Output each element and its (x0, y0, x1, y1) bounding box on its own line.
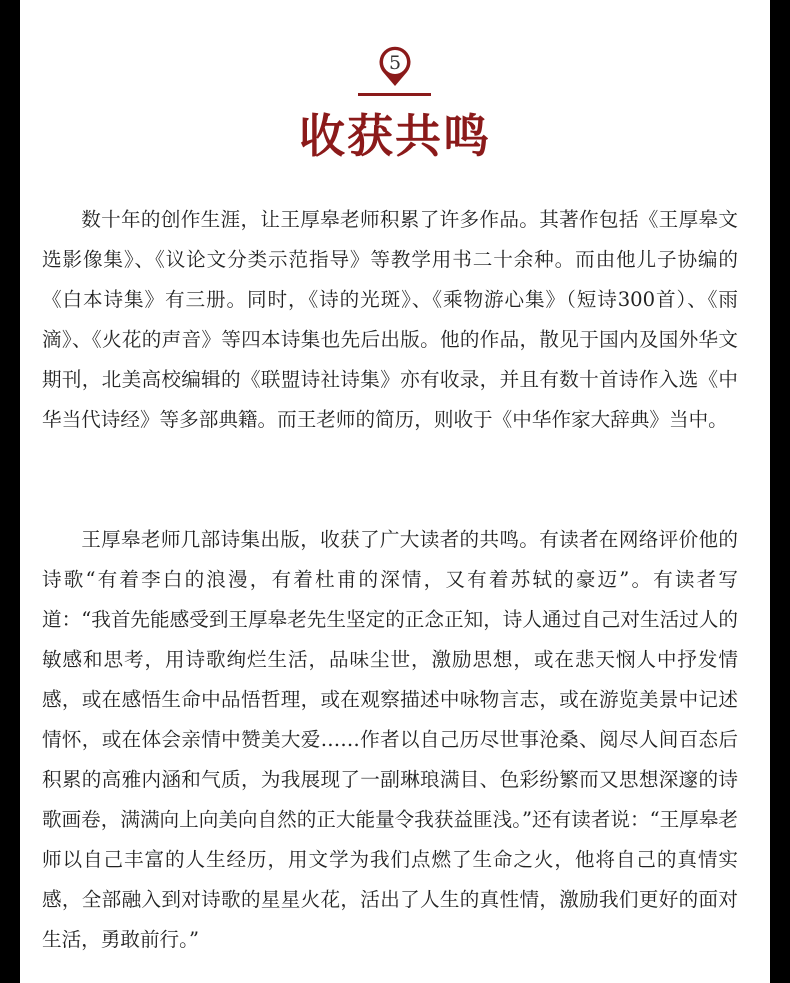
section-number: 5 (388, 52, 402, 74)
section-number-badge (374, 44, 416, 88)
article-page (20, 0, 770, 983)
title-divider (358, 93, 431, 96)
paragraph-reader-response: 王厚皋老师几部诗集出版，收获了广大读者的共鸣。有读者在网络评价他的诗歌“有着李白的浪漫，有着杜甫的深情，又有着苏轼的豪迈”。有读者写道：“我首先能感受到王厚皋老先生坚定的正念正知，诗人通过自己对生活过人的敏感和思考，用诗歌绚烂生活，品味尘世，激励思想，或在悲天悯人中抒发情感，或在感悟生命中品悟哲理，或在观察描述中咏物言志，或在游览美景中记述情怀，或在体会亲情中赞美大爱……作者以自己历尽世事沧桑、阅尽人间百态后积累的高雅内涵和气质，为我展现了一副琳琅满目、色彩纷繁而又思想深邃的诗歌画卷，满满向上向美向自然的正大能量令我获益匪浅。”还有读者说：“王厚皋老师以自己丰富的人生经历，用文学为我们点燃了生命之火，他将自己的真情实感，全部融入到对诗歌的星星火花，活出了人生的真性情，激励我们更好的面对生活，勇敢前行。” (42, 528, 739, 951)
paragraph-works: 数十年的创作生涯，让王厚皋老师积累了许多作品。其著作包括《王厚皋文选影像集》、《议论文分类示范指导》等教学用书二十余种。而由他儿子协编的《白本诗集》有三册。同时，《诗的光斑》、《乘物游心集》（短诗300首）、《雨滴》、《火花的声音》等四本诗集也先后出版。他的作品，散见于国内及国外华文期刊，北美高校编辑的《联盟诗社诗集》亦有收录，并且有数十首诗作入选《中华当代诗经》等多部典籍。而王老师的简历，则收于《中华作家大辞典》当中。 (42, 208, 738, 431)
section-title: 收获共鸣 (299, 109, 491, 163)
